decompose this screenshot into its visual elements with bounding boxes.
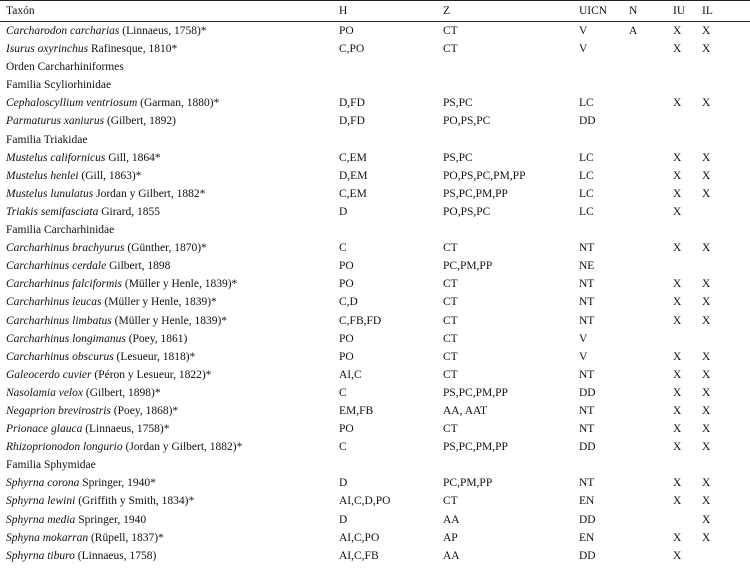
cell-habitat: AI,C,PO [339,531,380,544]
cell-uicn: NT [579,242,595,255]
cell-habitat: AI,C [339,368,362,381]
cell-n [623,402,667,420]
cell-il: X [702,477,711,490]
species-author: (Poey, 1868)* [110,404,179,417]
cell-il: X [702,423,711,436]
cell-iu: X [673,441,682,454]
cell-taxon [0,348,333,366]
species-name: Negaprion brevirostris [6,404,111,417]
cell-il [696,203,750,221]
species-name: Carcharhinus limbatus [6,314,112,327]
cell-habitat: PO [339,278,354,291]
cell-uicn: NT [579,477,595,490]
cell-uicn: LC [579,169,594,182]
table-row [0,239,750,257]
table-row [0,257,750,275]
cell-uicn: NE [579,260,595,273]
cell-habitat: D,EM [339,169,368,182]
cell-uicn: LC [579,187,594,200]
header-uicn: UICN [573,1,623,22]
cell-n [623,149,667,167]
cell-taxon [0,547,333,565]
header-taxon: Taxón [0,1,333,22]
table-row [0,330,750,348]
species-name: Isurus oxyrinchus [6,43,89,56]
species-author: Springer, 1940* [79,477,156,490]
cell-iu: X [673,187,682,200]
cell-uicn: NT [579,404,595,417]
table-row [0,402,750,420]
cell-uicn: LC [579,97,594,110]
table-row [0,203,750,221]
cell-n [623,366,667,384]
cell-il: X [702,278,711,291]
species-name: Cephaloscyllium ventriosum [6,97,138,110]
table-row [0,384,750,402]
species-name: Carcharhinus longimanus [6,332,126,345]
cell-zone: CT [443,332,458,345]
cell-habitat: PO [339,25,354,37]
table-row [0,149,750,167]
table-body [0,22,750,565]
group-row [0,221,750,239]
cell-iu [667,511,696,529]
cell-il: X [702,242,711,255]
cell-iu [667,257,696,275]
species-name: Mustelus californicus [6,151,106,164]
species-name: Carcharhinus falciformis [6,278,122,291]
cell-iu: X [673,25,682,37]
cell-taxon [0,22,333,41]
cell-zone: CT [443,314,458,327]
species-name: Sphyrna tiburo [6,549,75,562]
species-author: (Linnaeus, 1758)* [82,423,170,436]
cell-uicn: EN [579,495,595,508]
species-author: (Gill, 1863)* [78,169,142,182]
cell-habitat: C [339,441,347,454]
cell-il [696,112,750,130]
cell-iu: X [673,549,682,562]
cell-taxon [0,420,333,438]
species-author: (Müller y Henle, 1839)* [121,278,238,291]
table-row [0,474,750,492]
cell-uicn: NT [579,296,595,309]
species-name: Triakis semifasciata [6,205,99,218]
cell-zone: PO,PS,PC [443,205,491,218]
cell-zone: CT [443,423,458,436]
cell-uicn: DD [579,115,596,128]
cell-habitat: PO [339,332,354,345]
cell-iu: X [673,151,682,164]
cell-n [623,167,667,185]
cell-uicn: NT [579,278,595,291]
cell-habitat: C,EM [339,151,367,164]
species-name: Mustelus lunulatus [6,187,94,200]
cell-il: X [702,43,711,56]
cell-zone: PS,PC,PM,PP [443,187,508,200]
group-row [0,131,750,149]
species-author: (Gilbert, 1898)* [82,386,161,399]
cell-habitat: AI,C,D,PO [339,495,391,508]
species-name: Prionace glauca [6,423,83,436]
cell-iu: X [673,350,682,363]
table-row [0,112,750,130]
cell-habitat: C,PO [339,43,365,56]
cell-taxon [0,94,333,112]
cell-il: X [702,441,711,454]
cell-il: X [702,495,711,508]
cell-uicn: DD [579,513,596,526]
species-name: Carcharhinus leucas [6,296,102,309]
cell-il: X [702,386,711,399]
species-name: Nasolamia velox [6,386,83,399]
cell-uicn: NT [579,314,595,327]
cell-taxon [0,239,333,257]
cell-habitat: C [339,242,347,255]
species-author: (Griffith y Smith, 1834)* [75,495,195,508]
cell-uicn: V [579,25,588,37]
cell-habitat: C [339,386,347,399]
cell-zone: AP [443,531,458,544]
species-author: (Jordan y Gilbert, 1882)* [122,441,243,454]
cell-taxon [0,275,333,293]
cell-iu: X [673,386,682,399]
species-author: (Lesueur, 1818)* [113,350,196,363]
cell-iu: X [673,404,682,417]
table-row [0,492,750,510]
table-row [0,366,750,384]
cell-habitat: PO [339,423,354,436]
species-author: (Rüpell, 1837)* [88,531,164,544]
species-author: (Linnaeus, 1758) [74,549,157,562]
cell-n [623,348,667,366]
cell-taxon [0,257,333,275]
cell-habitat: D,FD [339,115,365,128]
species-name: Carcharhinus brachyurus [6,242,125,255]
cell-uicn: NT [579,423,595,436]
cell-zone: CT [443,278,458,291]
cell-uicn: DD [579,549,596,562]
cell-taxon [0,511,333,529]
group-label: Familia Scyliorhinidae [6,79,112,92]
cell-n [623,330,667,348]
species-name: Sphyna mokarran [6,531,89,544]
header-row [0,1,750,22]
species-author: (Poey, 1861) [125,332,188,345]
cell-zone: CT [443,242,458,255]
species-author: Girard, 1855 [98,205,160,218]
table-row [0,511,750,529]
species-author: (Müller y Henle, 1839)* [111,314,228,327]
species-author: (Linnaeus, 1758)* [119,25,207,37]
cell-iu: X [673,368,682,381]
cell-iu: X [673,205,682,218]
cell-taxon [0,167,333,185]
cell-zone: PS,PC,PM,PP [443,441,508,454]
cell-zone: PO,PS,PC [443,115,491,128]
species-name: Sphyrna corona [6,477,80,490]
cell-habitat: C,FB,FD [339,314,382,327]
group-label: Orden Carcharhiniformes [6,61,124,74]
cell-uicn: V [579,350,588,363]
cell-n: A [629,25,638,37]
group-row [0,456,750,474]
cell-taxon [0,203,333,221]
cell-uicn: V [579,332,588,345]
table-row [0,22,750,41]
cell-il: X [702,97,711,110]
cell-habitat: D,FD [339,97,365,110]
cell-taxon [0,384,333,402]
cell-iu: X [673,495,682,508]
table-row [0,529,750,547]
cell-iu: X [673,531,682,544]
cell-zone: AA [443,549,460,562]
species-author: (Günther, 1870)* [124,242,207,255]
cell-habitat: D [339,513,348,526]
species-author: Gill, 1864* [105,151,161,164]
cell-n [623,547,667,565]
cell-taxon [0,185,333,203]
header-zone: Z [437,1,573,22]
header-il: IL [696,1,750,22]
cell-iu: X [673,43,682,56]
table-row [0,293,750,311]
cell-iu: X [673,296,682,309]
cell-il: X [702,314,711,327]
species-name: Parmaturus xaniurus [6,115,105,128]
cell-il: X [702,404,711,417]
table-row [0,275,750,293]
cell-taxon [0,529,333,547]
cell-n [623,112,667,130]
species-name: Rhizoprionodon longurio [6,441,123,454]
species-author: Gilbert, 1898 [106,260,171,273]
cell-il [696,547,750,565]
table-row [0,185,750,203]
cell-habitat: AI,C,FB [339,549,379,562]
table-row [0,547,750,565]
cell-il: X [702,169,711,182]
group-label: Familia Triakidae [6,133,88,146]
species-author: Jordan y Gilbert, 1882* [93,187,206,200]
cell-habitat: EM,FB [339,404,374,417]
cell-il: X [702,368,711,381]
group-row [0,58,750,76]
species-author: (Garman, 1880)* [137,97,220,110]
cell-uicn: LC [579,205,594,218]
species-author: (Müller y Henle, 1839)* [101,296,217,309]
cell-iu [667,112,696,130]
cell-n [623,257,667,275]
cell-taxon [0,366,333,384]
cell-il: X [702,25,711,37]
cell-taxon [0,474,333,492]
cell-iu: X [673,169,682,182]
cell-habitat: C,EM [339,187,367,200]
cell-n [623,40,667,58]
cell-il: X [702,513,711,526]
cell-zone: PO,PS,PC,PM,PP [443,169,526,182]
cell-habitat: PO [339,260,354,273]
species-name: Carcharhinus cerdale [6,260,107,273]
table-row [0,312,750,330]
cell-taxon [0,312,333,330]
cell-taxon [0,293,333,311]
cell-n [623,529,667,547]
table-row [0,438,750,456]
cell-habitat: D [339,477,348,490]
cell-uicn: EN [579,531,595,544]
cell-n [623,474,667,492]
header-iu: IU [667,1,696,22]
cell-habitat: C,D [339,296,358,309]
cell-n [623,384,667,402]
cell-zone: AA [443,513,460,526]
cell-zone: CT [443,368,458,381]
cell-uicn: V [579,43,588,56]
cell-taxon [0,492,333,510]
cell-uicn: DD [579,386,596,399]
cell-taxon [0,330,333,348]
cell-zone: PS,PC [443,97,473,110]
cell-n [623,239,667,257]
cell-il: X [702,151,711,164]
group-label: Familia Carcharhinidae [6,224,115,237]
species-name: Sphyrna lewini [6,495,76,508]
species-author: Rafinesque, 1810* [88,43,178,56]
table-row [0,40,750,58]
cell-taxon [0,438,333,456]
cell-taxon [0,40,333,58]
cell-n [623,420,667,438]
cell-zone: CT [443,296,458,309]
cell-n [623,94,667,112]
species-name: Mustelus henlei [6,169,79,182]
table-row [0,420,750,438]
cell-iu: X [673,242,682,255]
cell-n [623,203,667,221]
cell-il: X [702,187,711,200]
table-row [0,348,750,366]
species-author: (Péron y Lesueur, 1822)* [91,368,212,381]
cell-il: X [702,531,711,544]
cell-n [623,511,667,529]
cell-zone: PS,PC,PM,PP [443,386,508,399]
cell-taxon [0,112,333,130]
cell-habitat: D [339,205,348,218]
species-name: Carcharodon carcharias [6,25,120,37]
species-name: Sphyrna media [6,513,76,526]
cell-uicn: LC [579,151,594,164]
cell-zone: PS,PC [443,151,473,164]
cell-zone: CT [443,495,458,508]
table-header [0,1,750,22]
cell-n [623,492,667,510]
cell-zone: PC,PM,PP [443,477,493,490]
cell-zone: AA, AAT [443,404,488,417]
cell-iu [667,330,696,348]
cell-n [623,185,667,203]
cell-il [696,257,750,275]
cell-zone: CT [443,350,458,363]
header-n: N [623,1,667,22]
cell-habitat: PO [339,350,354,363]
cell-n [623,438,667,456]
group-row [0,76,750,94]
group-label: Familia Sphymidae [6,459,96,472]
cell-il: X [702,296,711,309]
table-row [0,94,750,112]
cell-uicn: DD [579,441,596,454]
cell-n [623,275,667,293]
cell-iu: X [673,314,682,327]
cell-iu: X [673,97,682,110]
species-name: Carcharhinus obscurus [6,350,114,363]
cell-uicn: NT [579,368,595,381]
cell-zone: PC,PM,PP [443,260,493,273]
cell-iu: X [673,477,682,490]
cell-il [696,330,750,348]
cell-il: X [702,350,711,363]
cell-zone: CT [443,43,458,56]
cell-n [623,293,667,311]
species-author: Springer, 1940 [75,513,147,526]
species-author: (Gilbert, 1892) [104,115,176,128]
cell-iu: X [673,278,682,291]
header-habitat: H [333,1,437,22]
cell-iu: X [673,423,682,436]
table-row [0,167,750,185]
cell-taxon [0,149,333,167]
cell-zone: CT [443,25,458,37]
cell-taxon [0,402,333,420]
species-name: Galeocerdo cuvier [6,368,92,381]
cell-n [623,312,667,330]
